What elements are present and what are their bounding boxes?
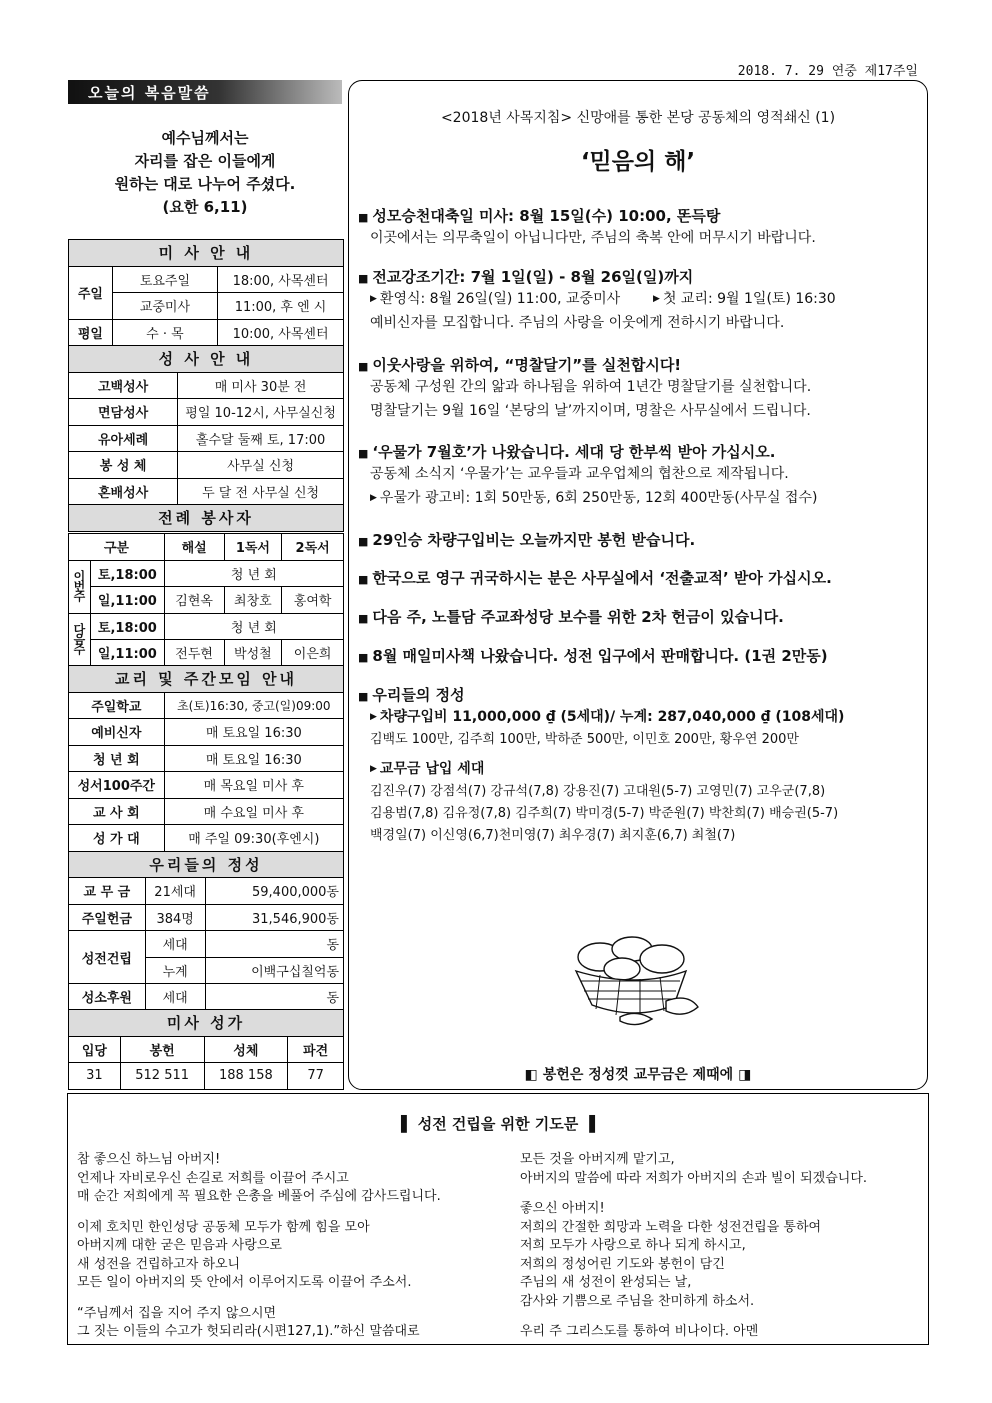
prayer-line: 주님의 새 성전이 완성되는 날, [520,1275,692,1290]
announcement-heading: ■ ‘우물가 7월호’가 나왔습니다. 세대 당 한부씩 받아 가십시오. [358,441,918,462]
hymn-header: 봉헌 [120,1036,204,1063]
devotion-value: 동 [205,931,343,958]
announcement-heading: ■ 성모승천대축일 미사: 8월 15일(수) 10:00, 똔득탕 [358,205,918,226]
devotion-name: 교 무 금 [69,878,146,905]
issue-date: 2018. 7. 29 연중 제17주일 [737,64,918,79]
mass-time: 11:00, 후 엔 시 [218,293,344,320]
mass-name: 토요주일 [112,266,217,293]
meeting-value: 매 수요일 미사 후 [164,798,343,825]
tithe-names: 백경일(7) 이신영(6,7)천미영(7) 최우경(7) 최지훈(6,7) 최철(7) [370,828,736,843]
car-fund-donors: 김백도 100만, 김주희 100만, 박하준 500만, 이민호 200만, 황우연 200만 [370,732,799,747]
sacrament-value: 사무실 신청 [178,452,344,479]
minister-time: 토,18:00 [90,613,164,640]
prayer-line: 모든 것을 아버지께 맡기고, [520,1152,675,1167]
announcement-text: 명찰달기는 9월 16일 ‘본당의 날’까지이며, 명찰은 사무실에서 드립니다. [370,403,811,419]
prayer-line: 저희 모두가 사랑으로 하나 되게 하시고, [520,1238,746,1253]
prayer-line: “주님께서 집을 지어 주지 않으시면 [77,1305,277,1321]
prayer-line: 좋으신 아버지! [520,1201,605,1216]
hymn-header: 파견 [288,1036,344,1063]
announcement-text: 공동체 구성원 간의 앎과 하나됨을 위하여 1년간 명찰달기를 실천합니다. [370,379,812,395]
announcement-item [358,529,918,550]
announcement-heading: ■ 이웃사랑을 위하여, “명찰달기”를 실천합시다! [358,354,918,375]
prayer-line: 이제 호치민 한인성당 공동체 모두가 함께 힘을 모아 [77,1219,370,1235]
devotion-mid: 21세대 [145,878,205,905]
meeting-value: 매 토요일 16:30 [164,745,343,772]
mass-name: 교중미사 [112,293,217,320]
minister-time: 일,11:00 [90,587,164,614]
devotion-value: 동 [205,984,343,1011]
hymns-table [68,1009,344,1090]
tithe-label: ▶ 교무금 납입 세대 [370,761,484,777]
minister-name: 이은희 [282,640,344,667]
meeting-name: 주일학교 [69,692,165,719]
gospel-line: 원하는 대로 나누어 주셨다. [114,175,296,193]
announcement-heading: ■ 한국으로 영구 귀국하시는 분은 사무실에서 ‘전출교적’ 받아 가십시오. [358,567,918,588]
announcement-heading: ■ 29인승 차량구입비는 오늘까지만 봉헌 받습니다. [358,529,918,550]
announcement-item [358,205,918,250]
meeting-name: 성서100주간 [69,772,165,799]
sacrament-name: 면담성사 [69,399,178,426]
gospel-reference: (요한 6,11) [162,198,248,216]
devotion-mid: 세대 [145,984,205,1011]
announcement-bullet: ▶ 우물가 광고비: 1회 50만동, 6회 250만동, 12회 400만동(사무실 접수) [370,490,817,506]
sacrament-value: 매 미사 30분 전 [178,372,344,399]
mass-name: 수 · 목 [112,319,217,346]
devotion-value: 이백구십칠억동 [205,957,343,984]
next-week-label: 다음주 [71,622,86,653]
pastoral-guideline: <2018년 사목지침> 신망애를 통한 본당 공동체의 영적쇄신 (1) [440,110,836,126]
prayer-right-column [520,1151,867,1342]
this-week-label: 이번주 [71,569,86,600]
gospel-line: 예수님께서는 [161,129,249,147]
announcement-item [358,441,918,510]
meeting-value: 매 주일 09:30(후엔시) [164,825,343,852]
prayer-left-column [77,1151,441,1342]
sacrament-name: 혼배성사 [69,478,178,505]
hymn-number: 512 511 [120,1063,204,1090]
prayer-line: 그 짓는 이들의 수고가 헛되리라(시편127,1).”하신 말씀대로 [77,1324,420,1339]
minister-name: 홍여학 [282,587,344,614]
bread-basket-icon [570,935,702,1031]
prayer-line: 감사와 기쁨으로 주님을 찬미하게 하소서. [520,1293,755,1309]
minister-time: 일,11:00 [90,640,164,667]
prayer-line: 참 좋으신 하느님 아버지! [77,1152,221,1167]
prayer-line: 아버지의 말씀에 따라 저희가 아버지의 손과 빌이 되겠습니다. [520,1170,868,1186]
devotion-mid: 384명 [145,904,205,931]
prayer-line: 아버지께 대한 굳은 믿음과 사랑으로 [77,1238,282,1253]
announcement-item [358,684,918,847]
devotion-mid: 누계 [145,957,205,984]
announcement-bullet: ▶ 환영식: 8월 26일(일) 11:00, 교중미사 [370,291,620,307]
prayer-line: 우리 주 그리스도를 통하여 비나이다. 아멘 [520,1324,759,1339]
ministers-table [68,533,344,667]
minister-name: 김현옥 [164,587,224,614]
gospel-line: 자리를 잡은 이들에게 [134,152,276,170]
announcement-item [358,354,918,423]
mass-section-title: 미 사 안 내 [69,240,344,267]
sidebar-table-upper [68,239,344,532]
meeting-value: 매 토요일 16:30 [164,719,343,746]
ministers-header: 2독서 [282,534,344,561]
announcement-bullet: ▶ 첫 교리: 9월 1일(토) 16:30 [653,291,836,307]
ministers-header: 구분 [69,534,165,561]
sacrament-value: 평일 10-12시, 사무실신청 [178,399,344,426]
announcement-heading: ■ 전교강조기간: 7월 1일(일) - 8월 26일(일)까지 [358,266,918,287]
announcement-item [358,606,918,627]
meeting-name: 예비신자 [69,719,165,746]
car-fund-line: ▶ 차량구입비 11,000,000 ₫ (5세대)/ 누계: 287,040,000 ₫ (108세대) [370,709,844,725]
prayer-line: 저희의 간절한 희망과 노력을 다한 성전건립을 통하여 [520,1219,822,1235]
announcement-text: 예비신자를 모집합니다. 주님의 사랑을 이웃에게 전하시기 바랍니다. [370,315,785,331]
devotion-mid: 세대 [145,931,205,958]
minister-name: 박성철 [224,640,282,667]
announcement-heading: ■ 우리들의 정성 [358,684,918,705]
devotion-table [68,877,344,1011]
sacrament-name: 고백성사 [69,372,178,399]
announcement-heading: ■ 8월 매일미사책 나왔습니다. 성전 입구에서 판매합니다. (1권 2만동) [358,645,918,666]
meeting-name: 교 사 회 [69,798,165,825]
tithe-names: 김진우(7) 강점석(7) 강규석(7,8) 강용진(7) 고대원(5-7) 고영민(7) 고우군(7,8) [370,784,826,799]
devotion-name: 성소후원 [69,984,146,1011]
prayer-title: ▌ 성전 건립을 위한 기도문 ▐ [400,1115,596,1133]
mass-time: 18:00, 사목센터 [218,266,344,293]
ministers-header: 1독서 [224,534,282,561]
meeting-value: 매 목요일 미사 후 [164,772,343,799]
sacrament-section-title: 성 사 안 내 [69,346,344,373]
announcement-item [358,567,918,588]
sunday-label: 주일 [69,266,113,319]
minister-name: 전두현 [164,640,224,667]
mass-time: 10:00, 사목센터 [218,319,344,346]
announcement-heading: ■ 다음 주, 노틀담 주교좌성당 보수를 위한 2차 헌금이 있습니다. [358,606,918,627]
gospel-verse [68,127,342,219]
weekday-label: 평일 [69,319,113,346]
announcement-text: 공동체 소식지 ‘우물가’는 교우들과 교우업체의 협찬으로 제작됩니다. [370,466,789,482]
gospel-header: 오늘의 복음말씀 [68,80,342,104]
meeting-value: 초(토)16:30, 중고(일)09:00 [164,692,343,719]
hymn-number: 77 [288,1063,344,1090]
minister-group: 청 년 회 [164,613,343,640]
meetings-section-title: 교리 및 주간모임 안내 [69,666,344,693]
hymns-section-title: 미사 성가 [69,1010,344,1037]
ministers-header: 해설 [164,534,224,561]
hymn-number: 31 [69,1063,121,1090]
tithe-names: 김용범(7,8) 김유정(7,8) 김주희(7) 박미경(5-7) 박준원(7) 박찬희(7) 배승권(5-7) [370,806,839,821]
meeting-name: 성 가 대 [69,825,165,852]
devotion-section-title: 우리들의 정성 [69,851,344,878]
building-fund-label: 성전건립 [69,931,146,984]
offering-note: ◧ 봉헌은 정성껏 교무금은 제때에 ◨ [524,1067,752,1083]
devotion-name: 주일헌금 [69,904,146,931]
devotion-value: 59,400,000동 [205,878,343,905]
devotion-value: 31,546,900동 [205,904,343,931]
hymn-header: 성체 [204,1036,288,1063]
prayer-line: 언제나 자비로우신 손길로 저희를 이끌어 주시고 [77,1170,349,1186]
announcement-item [358,266,918,335]
sacrament-value: 홀수달 둘째 토, 17:00 [178,425,344,452]
prayer-line: 매 순간 저희에게 꼭 필요한 은총을 베풀어 주심에 감사드립니다. [77,1189,441,1204]
prayer-line: 새 성전을 건립하고자 하오니 [77,1256,241,1272]
meeting-name: 청 년 회 [69,745,165,772]
sacrament-value: 두 달 전 사무실 신청 [178,478,344,505]
meetings-table [68,665,344,878]
hymn-header: 입당 [69,1036,121,1063]
announcement-item [358,645,918,666]
ministers-section-title: 전례 봉사자 [69,505,344,532]
year-title: ‘믿음의 해’ [580,149,696,175]
minister-name: 최창호 [224,587,282,614]
announcement-text: 이곳에서는 의무축일이 아닙니다만, 주님의 축복 안에 머무시기 바랍니다. [370,230,816,246]
prayer-line: 저희의 정성어린 기도와 봉헌이 담긴 [520,1256,725,1272]
sacrament-name: 봉 성 체 [69,452,178,479]
hymn-number: 188 158 [204,1063,288,1090]
sacrament-name: 유아세례 [69,425,178,452]
prayer-line: 모든 일이 아버지의 뜻 안에서 이루어지도록 이끌어 주소서. [77,1275,412,1290]
minister-time: 토,18:00 [90,560,164,587]
minister-group: 청 년 회 [164,560,343,587]
